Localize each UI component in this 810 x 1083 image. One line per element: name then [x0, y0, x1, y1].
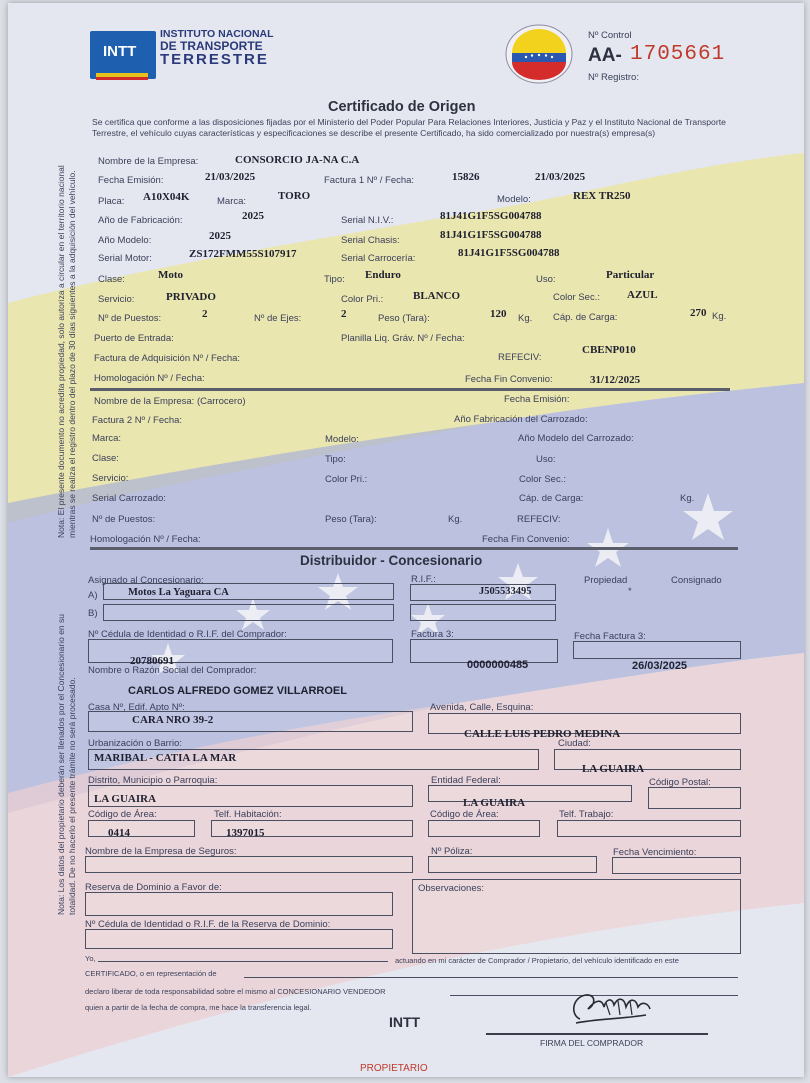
distribuidor-title: Distribuidor - Concesionario — [300, 553, 483, 568]
propiedad-label: Propiedad — [584, 575, 628, 586]
venezuela-seal-icon — [504, 23, 574, 85]
serial-carroceria-label: Serial Carrocería: — [341, 253, 416, 264]
reserva-label: Reserva de Dominio a Favor de: — [85, 882, 222, 893]
carrocero-refeciv-label: REFECIV: — [517, 514, 561, 525]
seguros-field[interactable] — [85, 856, 413, 873]
rif-a-value: J505533495 — [479, 586, 532, 597]
homologacion-label: Homologación Nº / Fecha: — [94, 373, 205, 384]
modelo-value: REX TR250 — [573, 190, 631, 202]
fecha-emision-value: 21/03/2025 — [205, 171, 256, 183]
puestos-label: Nº de Puestos: — [98, 313, 162, 324]
consignado-label: Consignado — [671, 575, 722, 586]
poliza-field[interactable] — [428, 856, 597, 873]
empresa-label: Nombre de la Empresa: — [98, 156, 199, 167]
ano-modelo-value: 2025 — [209, 230, 231, 242]
certificate-page — [8, 3, 804, 1077]
area2-label: Código de Área: — [430, 809, 499, 820]
clase-label: Clase: — [98, 274, 125, 285]
intro-text: Se certifica que conforme a las disposiciones fijadas por el Ministerio del Poder Popular Para Relaciones Interiores, Justicia y Paz y el Instituto Nacional de Transporte Terrestre, el vehículo cuyas características y especificaciones se describe el presente Certificado, ha sido comercializado por nuestra(s) empresa(s) — [92, 117, 726, 138]
propietario-label: PROPIETARIO — [360, 1063, 428, 1074]
footer-certificado: CERTIFICADO, o en representación de — [85, 969, 217, 978]
avenida-value: CALLE LUIS PEDRO MEDINA — [464, 728, 621, 740]
carrocero-color-sec-label: Color Sec.: — [519, 474, 566, 485]
registro-label: Nº Registro: — [588, 72, 639, 83]
fecha-factura3-value: 26/03/2025 — [632, 660, 688, 672]
control-label: Nº Control — [588, 30, 632, 41]
carrocero-uso-label: Uso: — [536, 454, 556, 465]
servicio-value: PRIVADO — [166, 291, 216, 303]
side-note-1: Nota: El presente documento no acredita propiedad, solo autoriza a circular en el territorio nacional mientras se realiza el registro dentro del plazo de 30 días siguientes a la adquisición del vehículo. — [56, 165, 77, 538]
intt-logo-text: INTT — [103, 43, 137, 60]
ano-modelo-label: Año Modelo: — [98, 235, 152, 246]
ano-fab-value: 2025 — [242, 210, 264, 222]
footer-intt-logo: INTT — [389, 1014, 421, 1030]
placa-label: Placa: — [98, 196, 125, 207]
entidad-label: Entidad Federal: — [431, 775, 501, 786]
rif-label: R.I.F.: — [411, 574, 436, 585]
seguros-label: Nombre de la Empresa de Seguros: — [85, 846, 237, 857]
footer-quien: quien a partir de la fecha de compra, me hace la transferencia legal. — [85, 1003, 312, 1012]
carrocero-color-pri-label: Color Pri.: — [325, 474, 368, 485]
section-divider-2 — [90, 547, 738, 550]
footer-actuando: actuando en mi carácter de Comprador / Propietario, del vehículo identificado en este — [395, 956, 679, 965]
poliza-label: Nº Póliza: — [431, 846, 473, 857]
factura3-value: 0000000485 — [467, 659, 529, 671]
carga-label: Cáp. de Carga: — [553, 312, 618, 323]
distrito-label: Distrito, Municipio o Parroquia: — [88, 775, 218, 786]
puerto-label: Puerto de Entrada: — [94, 333, 174, 344]
clase-value: Moto — [158, 269, 184, 281]
propiedad-mark: * — [628, 586, 632, 597]
serial-motor-label: Serial Motor: — [98, 253, 152, 264]
marca-label: Marca: — [217, 196, 247, 207]
tipo-value: Enduro — [365, 269, 401, 281]
telf-trab-label: Telf. Trabajo: — [559, 809, 614, 820]
ciudad-label: Ciudad: — [558, 738, 591, 749]
carrocero-modelo-label: Modelo: — [325, 434, 359, 445]
serial-carroceria-value: 81J41G1F5SG004788 — [458, 247, 560, 259]
side-note-2: Nota: Los datos del propietario deberán ser llenados por el Concesionario en su totalidad. De no hacerlo el presente trámite no será procesado. — [56, 614, 77, 915]
tipo-label: Tipo: — [324, 274, 345, 285]
color-sec-value: AZUL — [627, 289, 658, 301]
certificate-title: Certificado de Origen — [328, 99, 476, 115]
carrocero-peso-label: Peso (Tara): — [325, 514, 377, 525]
ciudad-value: LA GUAIRA — [582, 763, 645, 775]
telf-hab-label: Telf. Habitación: — [214, 809, 282, 820]
area2-field[interactable] — [428, 820, 540, 837]
carrocero-homologacion-label: Homologación Nº / Fecha: — [90, 534, 201, 545]
peso-label: Peso (Tara): — [378, 313, 430, 324]
entidad-field[interactable] — [428, 785, 632, 802]
placa-value: A10X04K — [143, 191, 190, 203]
postal-label: Código Postal: — [649, 777, 711, 788]
serial-chasis-value: 81J41G1F5SG004788 — [440, 229, 542, 241]
control-prefix: AA- — [588, 45, 622, 66]
ano-fab-label: Año de Fabricación: — [98, 215, 183, 226]
avenida-label: Avenida, Calle, Esquina: — [430, 702, 534, 713]
signature-line — [486, 1033, 708, 1035]
color-sec-label: Color Sec.: — [553, 292, 600, 303]
serial-carrozado-label: Serial Carrozado: — [92, 493, 166, 504]
fecha-emision-label: Fecha Emisión: — [98, 175, 164, 186]
cedula-reserva-label: Nº Cédula de Identidad o R.I.F. de la Reserva de Dominio: — [85, 919, 331, 930]
carrocero-puestos-label: Nº de Puestos: — [92, 514, 156, 525]
casa-label: Casa Nº, Edif. Apto Nº: — [88, 702, 185, 713]
urbanizacion-label: Urbanización o Barrio: — [88, 738, 182, 749]
firma-label: FIRMA DEL COMPRADOR — [540, 1038, 644, 1048]
carrocero-marca-label: Marca: — [92, 433, 122, 444]
carrocero-tipo-label: Tipo: — [325, 454, 346, 465]
refeciv-value: CBENP010 — [582, 344, 636, 356]
servicio-label: Servicio: — [98, 294, 135, 305]
cedula-value: 20780691 — [130, 655, 174, 667]
vencimiento-label: Fecha Vencimiento: — [613, 847, 697, 858]
factura1-label: Factura 1 Nº / Fecha: — [324, 175, 415, 186]
uso-value: Particular — [606, 269, 655, 281]
factura2-label: Factura 2 Nº / Fecha: — [92, 415, 183, 426]
asignado-label: Asignado al Concesionario: — [88, 575, 204, 586]
concesionario-a-value: Motos La Yaguara CA — [128, 587, 229, 598]
carga-value: 270 — [690, 307, 707, 319]
postal-field[interactable] — [648, 787, 741, 809]
area1-field[interactable] — [88, 820, 195, 837]
modelo-label: Modelo: — [497, 194, 531, 205]
signature-image — [566, 985, 656, 1035]
peso-unit: Kg. — [518, 313, 533, 324]
serial-niv-value: 81J41G1F5SG004788 — [440, 210, 542, 222]
entidad-value: LA GUAIRA — [463, 797, 526, 809]
nombre-label: Nombre o Razón Social del Comprador: — [88, 665, 257, 676]
carrocero-carga-label: Cáp. de Carga: — [519, 493, 584, 504]
org-name-line3: TERRESTRE — [160, 51, 269, 68]
carrocero-empresa-label: Nombre de la Empresa: (Carrocero) — [94, 396, 246, 407]
carrocero-peso-unit: Kg. — [448, 514, 463, 525]
factura-adq-label: Factura de Adquisición Nº / Fecha: — [94, 353, 241, 364]
factura1-number: 15826 — [452, 171, 480, 183]
color-pri-label: Color Pri.: — [341, 294, 384, 305]
factura3-label: Factura 3: — [411, 629, 454, 640]
control-number: 1705661 — [630, 43, 726, 66]
row-b-label: B) — [88, 608, 98, 619]
carrozado-ano-fab-label: Año Fabricación del Carrozado: — [454, 414, 588, 425]
serial-chasis-label: Serial Chasis: — [341, 235, 400, 246]
fecha-fin-label: Fecha Fin Convenio: — [465, 374, 553, 385]
telf-trab-field[interactable] — [557, 820, 741, 837]
carrocero-servicio-label: Servicio: — [92, 473, 129, 484]
ejes-value: 2 — [341, 308, 347, 320]
org-name-line1: INSTITUTO NACIONAL — [160, 28, 274, 40]
cedula-reserva-field[interactable] — [85, 929, 393, 949]
carrocero-fecha-label: Fecha Emisión: — [504, 394, 570, 405]
puestos-value: 2 — [202, 308, 208, 320]
footer-yo: Yo, — [85, 954, 96, 963]
uso-label: Uso: — [536, 274, 556, 285]
observaciones-label: Observaciones: — [418, 883, 485, 894]
section-divider-1 — [90, 388, 730, 391]
fecha-factura3-field[interactable] — [573, 641, 741, 659]
row-a-label: A) — [88, 590, 98, 601]
footer-declaro: declaro liberar de toda responsabilidad sobre el mismo al CONCESIONARIO VENDEDOR — [85, 987, 386, 996]
telf-hab-value: 1397015 — [226, 827, 265, 839]
refeciv-label: REFECIV: — [498, 352, 542, 363]
marca-value: TORO — [278, 190, 311, 202]
fecha-fin-value: 31/12/2025 — [590, 374, 641, 386]
empresa-value: CONSORCIO JA-NA C.A — [235, 154, 360, 166]
cedula-label: Nº Cédula de Identidad o R.I.F. del Comprador: — [88, 629, 287, 640]
serial-niv-label: Serial N.I.V.: — [341, 215, 394, 226]
serial-motor-value: ZS172FMM55S107917 — [189, 248, 297, 260]
reserva-field[interactable] — [85, 892, 393, 916]
vencimiento-field[interactable] — [612, 857, 741, 874]
urbanizacion-value: MARIBAL - CATIA LA MAR — [94, 752, 237, 764]
casa-value: CARA NRO 39-2 — [132, 714, 214, 726]
distrito-value: LA GUAIRA — [94, 793, 157, 805]
ejes-label: Nº de Ejes: — [254, 313, 302, 324]
carga-unit: Kg. — [712, 311, 727, 322]
carrozado-ano-modelo-label: Año Modelo del Carrozado: — [518, 433, 634, 444]
fecha-factura3-label: Fecha Factura 3: — [574, 631, 646, 642]
carrocero-carga-unit: Kg. — [680, 493, 695, 504]
planilla-label: Planilla Liq. Gráv. Nº / Fecha: — [341, 333, 465, 344]
peso-value: 120 — [490, 308, 507, 320]
carrocero-clase-label: Clase: — [92, 453, 119, 464]
color-pri-value: BLANCO — [413, 290, 461, 302]
factura1-date: 21/03/2025 — [535, 171, 586, 183]
carrocero-fecha-fin-label: Fecha Fin Convenio: — [482, 534, 570, 545]
concesionario-b-field[interactable] — [103, 604, 394, 621]
nombre-value: CARLOS ALFREDO GOMEZ VILLARROEL — [128, 685, 347, 697]
org-name-line2: DE TRANSPORTE — [160, 39, 263, 53]
area1-label: Código de Área: — [88, 809, 157, 820]
rif-b-field[interactable] — [410, 604, 556, 621]
area1-value: 0414 — [108, 827, 130, 839]
